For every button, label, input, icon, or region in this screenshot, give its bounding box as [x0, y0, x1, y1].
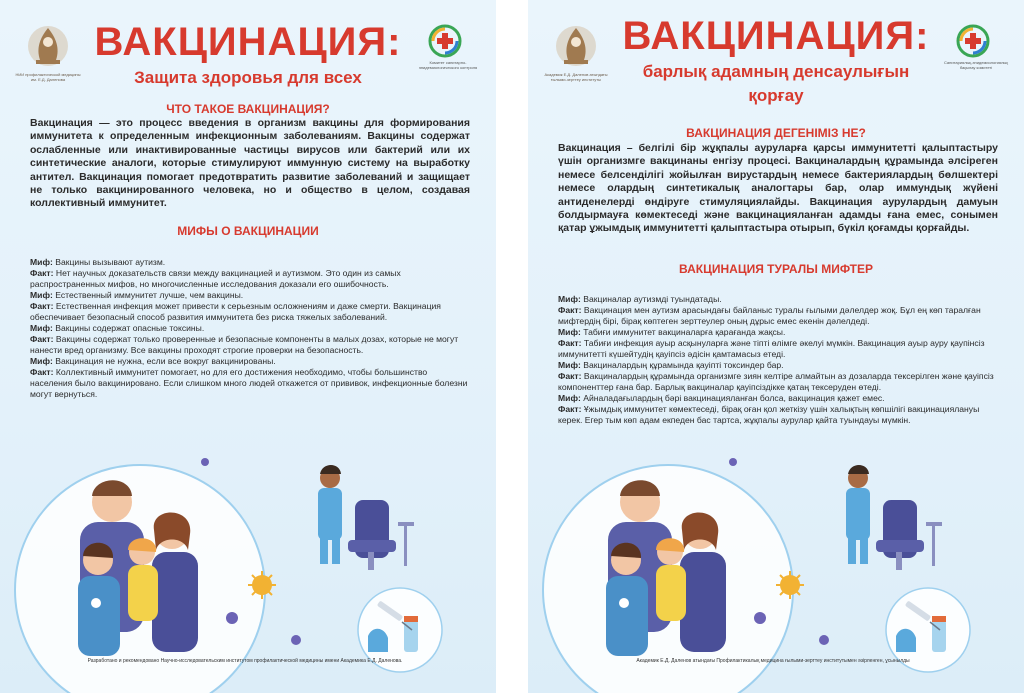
fact-text: Коллективный иммунитет помогает, но для его достижения необходимо, чтобы большинство населения было вакцинировано. Если слишком много людей откажется от прививок, инфекционные болезни могут вернуться.	[30, 367, 468, 399]
fact-text: Вакцины содержат только проверенные и безопасные компоненты в малых дозах, которые не могут нанести вред организму. Все вакцины проходят строгие проверки на безопасность.	[30, 334, 459, 355]
section-heading-myths: МИФЫ О ВАКЦИНАЦИИ	[177, 224, 319, 238]
fact-text: Естественная инфекция может привести к серьезным осложнениям и даже смерти. Вакцинация обеспечивает безопасный способ развития иммунитета без риска тяжелых заболеваний.	[30, 301, 441, 322]
fact-label: Факт:	[558, 338, 582, 348]
poster-title: ВАКЦИНАЦИЯ:	[622, 14, 930, 58]
fact-label: Факт:	[558, 404, 582, 414]
myth-label: Миф:	[30, 323, 53, 333]
chair-icon	[348, 500, 396, 570]
fact-label: Факт:	[558, 371, 582, 381]
fact-label: Факт:	[30, 268, 54, 278]
myth-text: Табиғи иммунитет вакциналарға қарағанда жақсы.	[583, 327, 786, 337]
myth-text: Вакцины вызывают аутизм.	[55, 257, 166, 267]
fact-text: Ұжымдық иммунитет көмектеседі, бірақ оған қол жеткізу үшін халықтың көпшілігі вакцинациялануы керек. Егер тым көп адам екпеден бас тартса, жұқпалы аурулар қайта туындауы мүмкін.	[558, 404, 980, 425]
logo-right-caption: Комитет санитарно-эпидемиологического контроля	[418, 60, 478, 70]
section-heading-what-is: ЧТО ТАКОЕ ВАКЦИНАЦИЯ?	[166, 102, 330, 116]
myth-label: Миф:	[30, 290, 53, 300]
myth-label: Миф:	[558, 294, 581, 304]
poster-russian	[0, 0, 496, 693]
logo-left-caption: Академик Е.Д. Даленов атындағы ғылыми-зерттеу институты	[544, 72, 608, 82]
fact-label: Факт:	[30, 367, 54, 377]
myth-item	[30, 323, 470, 334]
poster-title: ВАКЦИНАЦИЯ:	[94, 20, 402, 64]
credit-text: Разработано и рекомендовано Научно-исследовательским институтом профилактической медицины имени Академика Е.Д. Даленова.	[87, 658, 403, 664]
fact-label: Факт:	[30, 301, 54, 311]
fact-label: Факт:	[558, 305, 582, 315]
virus-icon	[776, 571, 804, 599]
poster-kazakh	[528, 0, 1024, 693]
fact-item	[558, 305, 998, 327]
myth-label: Миф:	[558, 393, 581, 403]
fact-text: Вакцинация мен аутизм арасындағы байланыс туралы ғылыми дәлелдер жоқ. Бұл ең көп таралған мифтердің бірі, бірақ көптеген зерттеулер оның дұрыс емес екенін дәлелдеді.	[558, 305, 981, 326]
fact-item	[558, 404, 998, 426]
section-heading-what-is: ВАКЦИНАЦИЯ ДЕГЕНІМІЗ НЕ?	[686, 126, 866, 140]
fact-item	[558, 371, 998, 393]
myth-label: Миф:	[558, 327, 581, 337]
section-heading-myths: ВАКЦИНАЦИЯ ТУРАЛЫ МИФТЕР	[679, 262, 873, 276]
logo-right-caption: Санитариялық-эпидемиологиялық бақылау комитеті	[943, 60, 1009, 70]
fact-item	[30, 301, 470, 323]
myth-label: Миф:	[30, 257, 53, 267]
poster-subtitle: Защита здоровья для всех	[134, 68, 362, 87]
logo-left-caption: НИИ профилактической медицины им. Е.Д. Даленова	[15, 72, 81, 82]
virus-icon	[248, 571, 276, 599]
myth-item	[558, 294, 998, 305]
fact-item	[558, 338, 998, 360]
myths-list	[558, 294, 998, 426]
poster-subtitle: барлық адамның денсаулығын қорғау	[642, 62, 910, 105]
myth-text: Айналадағылардың бәрі вакцинацияланған болса, вакцинация қажет емес.	[583, 393, 885, 403]
myth-text: Вакцины содержат опасные токсины.	[55, 323, 205, 333]
myth-label: Миф:	[558, 360, 581, 370]
myth-text: Вакциналардың құрамында қауіпті токсиндер бар.	[583, 360, 784, 370]
fact-item	[30, 367, 470, 400]
family-vaccination-illustration	[0, 440, 496, 693]
myth-item	[30, 257, 470, 268]
myth-item	[558, 393, 998, 404]
myth-text: Вакциналар аутизмді туындатады.	[583, 294, 722, 304]
fact-label: Факт:	[30, 334, 54, 344]
myths-list	[30, 257, 470, 400]
myth-item	[30, 290, 470, 301]
fact-item	[30, 268, 470, 290]
myth-text: Естественный иммунитет лучше, чем вакцины.	[55, 290, 244, 300]
myth-item	[558, 327, 998, 338]
myth-item	[30, 356, 470, 367]
fact-text: Вакциналардың құрамында организмге зиян келтіре алмайтын аз дозаларда тексерілген және қауіпсіз компоненттер ғана бар. Барлық вакциналар қауіпсіздікке қатаң тексеруден өтеді.	[558, 371, 994, 392]
fact-text: Табиғи инфекция ауыр асқынуларға және тіпті өлімге әкелуі мүмкін. Вакцинация ауыр ауру қаупінсіз иммунитетті күшейтудің қауіпсіз әдісін қамтамасыз етеді.	[558, 338, 985, 359]
myth-text: Вакцинация не нужна, если все вокруг вакцинированы.	[55, 356, 276, 366]
family-vaccination-illustration	[528, 440, 1024, 693]
myth-item	[558, 360, 998, 371]
fact-text: Нет научных доказательств связи между вакцинацией и аутизмом. Это один из самых распространенных мифов, но многочисленные исследования доказали его ошибочность.	[30, 268, 401, 289]
chair-icon	[876, 500, 924, 570]
myth-label: Миф:	[30, 356, 53, 366]
intro-paragraph: Вакцинация — это процесс введения в организм вакцины для формирования иммунитета к определенным инфекционным заболеваниям. Вакцины содержат ослабленные или инактивированные частицы вирусов или бактерий или их синтетические аналоги, которые стимулируют иммунную систему на выработку антител. Вакцинация помогает предотвратить развитие заболеваний и защищает не только вакцинированного человека, но и общество в целом, создавая коллективный иммунитет.	[30, 117, 470, 210]
credit-text: Академик Е.Д. Даленов атындағы Профилактикалық медицина ғылыми-зерттеу институтымен әзірленген, ұсынылды	[636, 658, 910, 664]
intro-paragraph: Вакцинация – белгілі бір жұқпалы ауруларға қарсы иммунитетті қалыптастыру үшін организмге вакцинаны енгізу процесі. Вакциналардың құрамында әлсіреген немесе белсенділігі жойылған вирустардың немесе бактериялардың бөлшектері немесе олардың синтетикалық аналогтары бар, олар иммундық жүйені антиденелерді өндіруге стимуляциялайды. Вакцинация аурулардың дамуын болдырмауға көмектеседі және вакцинацияланған адамды ғана емес, сонымен қатар ұжымдық иммунитетті қалыптастыра отырып, бүкіл қоғамды қорғайды.	[558, 142, 998, 235]
fact-item	[30, 334, 470, 356]
